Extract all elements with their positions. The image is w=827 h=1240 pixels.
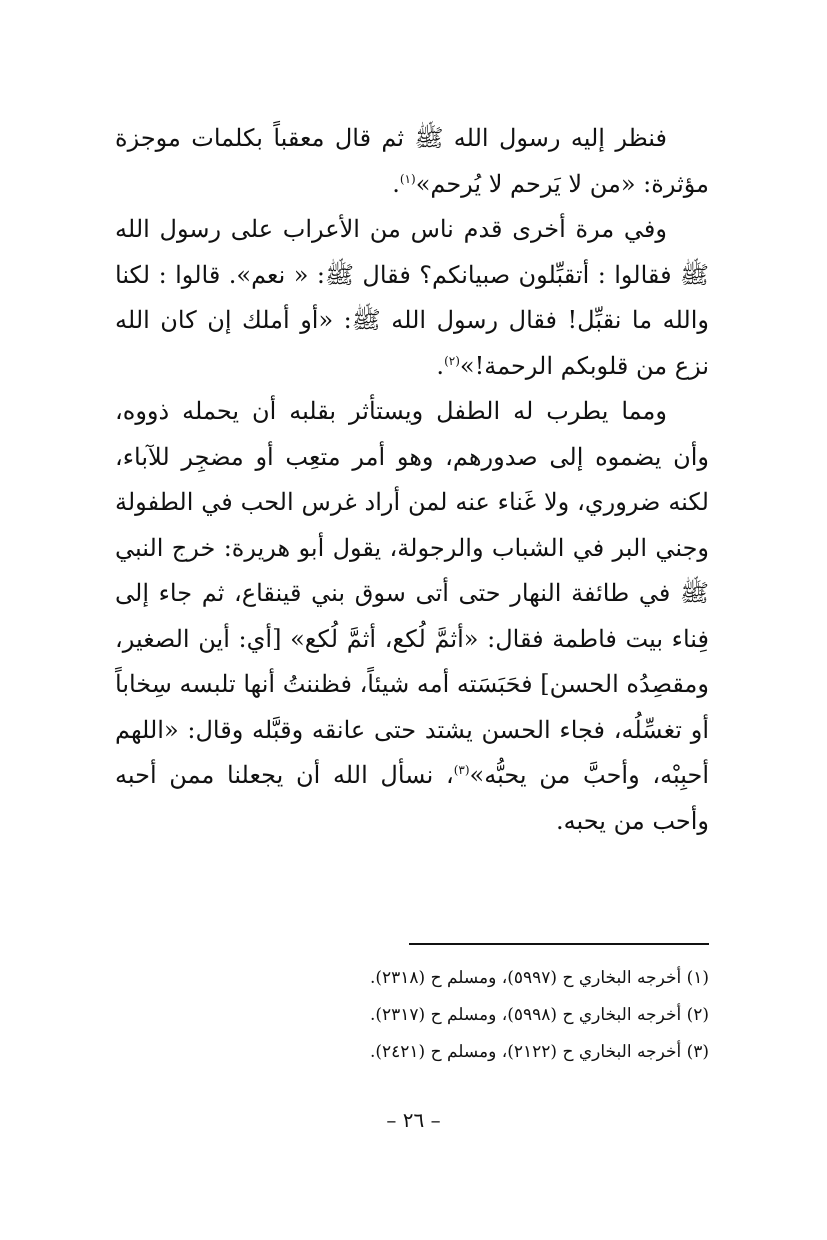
footnote-divider <box>409 943 709 945</box>
page-number: – ٢٦ – <box>386 1108 441 1132</box>
body-text <box>115 116 709 844</box>
footnote-ref[interactable]: (١) <box>399 171 416 186</box>
footnote: (٣) أخرجه البخاري ح (٢١٢٢)، ومسلم ح (٢٤٢١). <box>369 1042 709 1062</box>
footnote-ref[interactable]: (٣) <box>453 763 470 777</box>
footnote: (٢) أخرجه البخاري ح (٥٩٩٨)، ومسلم ح (٢٣١٧). <box>369 1005 709 1025</box>
footnote-ref[interactable]: (٢) <box>444 353 460 368</box>
paragraph: وفي مرة أخرى قدم ناس من الأعراب على رسول الله ﷺ فقالوا : أتقبِّلون صبيانكم؟ فقال ﷺ: « نعم». قالوا : لكنا والله ما نقبِّل! فقال رسول الله ﷺ: «أو أملك إن كان الله نزع من قلوبكم الرحمة!»$^{(٢)}$. <box>115 215 709 380</box>
footnotes <box>280 960 709 1071</box>
paragraph: فنظر إليه رسول الله ﷺ ثم قال معقباً بكلمات موجزة مؤثرة: «من لا يَرحم لا يُرحم»$^{(١)}$. <box>115 124 709 198</box>
footnote: (١) أخرجه البخاري ح (٥٩٩٧)، ومسلم ح (٢٣١٨). <box>369 968 709 988</box>
paragraph: ومما يطرب له الطفل ويستأثر بقلبه أن يحمله ذووه، وأن يضموه إلى صدورهم، وهو أمر متعِب أو مضجِر للآباء، لكنه ضروري، ولا غَناء عنه لمن أراد غرس الحب في الطفولة وجني البر في الشباب والرجولة، يقول أبو هريرة: خرج النبي ﷺ في طائفة النهار حتى أتى سوق بني قينقاع، ثم جاء إلى فِناء بيت فاطمة فقال: «أثمَّ لُكع، أثمَّ لُكع» [أي: أين الصغير، ومقصِدُه الحسن] فحَبَسَته أمه شيئاً، فظننتُ أنها تلبسه سِخاباً أو تغسِّلُه، فجاء الحسن يشتد حتى عانقه وقبَّله وقال: «اللهم أحبِبْه، وأحبَّ من يحبُّه»$^{(٣)}$، نسأل الله أن يجعلنا ممن أحبه وأحب من يحبه. <box>115 397 709 835</box>
